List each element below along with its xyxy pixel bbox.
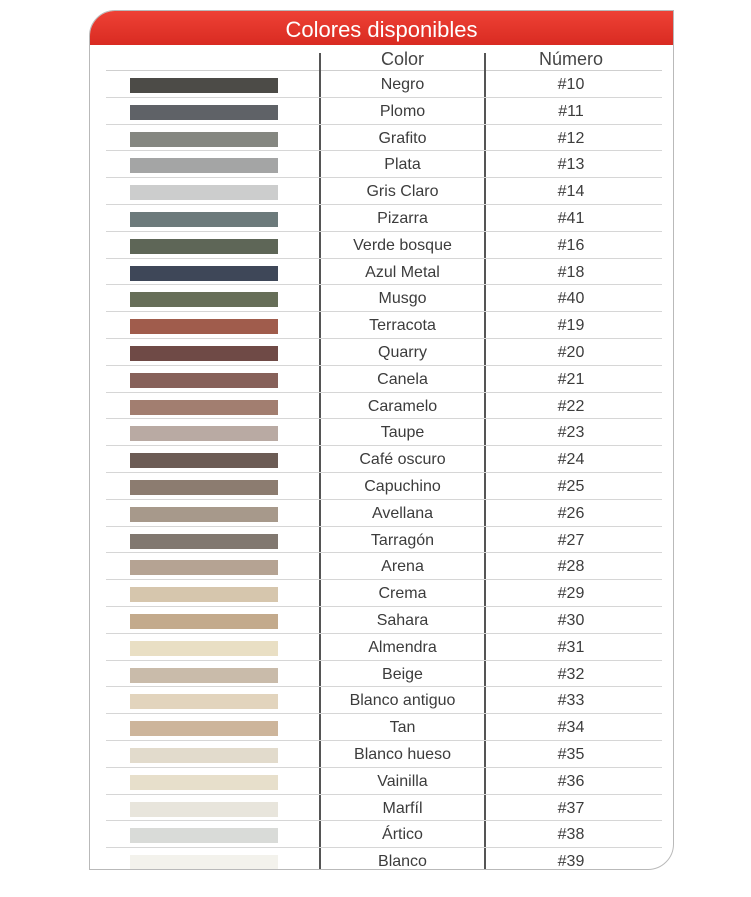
color-swatch xyxy=(130,78,278,93)
table-row xyxy=(106,393,662,420)
color-swatch xyxy=(130,721,278,736)
color-swatch xyxy=(130,158,278,173)
color-number: #14 xyxy=(557,183,585,201)
table-row xyxy=(106,285,662,312)
color-name: Caramelo xyxy=(367,397,438,415)
color-number: #38 xyxy=(557,826,585,844)
color-number: #21 xyxy=(557,370,585,388)
color-number: #18 xyxy=(557,263,585,281)
color-number: #31 xyxy=(557,638,585,656)
color-name: Plata xyxy=(384,156,421,174)
table-row xyxy=(106,580,662,607)
color-number: #36 xyxy=(557,772,585,790)
color-name: Taupe xyxy=(380,424,425,442)
color-number: #35 xyxy=(557,746,585,763)
color-name: Capuchino xyxy=(364,478,441,495)
color-number: #40 xyxy=(557,290,585,308)
color-number: #33 xyxy=(557,692,585,710)
color-name: Plomo xyxy=(379,102,426,120)
color-number: #10 xyxy=(557,76,585,93)
table-row xyxy=(106,500,662,527)
color-swatch xyxy=(130,212,278,227)
color-swatch xyxy=(130,855,278,870)
color-number: #39 xyxy=(557,853,585,870)
table-row xyxy=(106,71,662,98)
color-name: Tan xyxy=(389,719,416,737)
color-chart-card xyxy=(89,10,674,870)
table-row xyxy=(106,473,662,500)
table-row xyxy=(106,178,662,205)
color-swatch xyxy=(130,641,278,656)
color-swatch xyxy=(130,534,278,549)
color-number: #28 xyxy=(557,558,585,576)
color-swatch xyxy=(130,266,278,281)
color-name: Crema xyxy=(378,585,427,603)
color-name: Negro xyxy=(380,76,425,93)
header-color: Color xyxy=(380,49,424,69)
table-row xyxy=(106,419,662,446)
color-name: Blanco hueso xyxy=(354,746,451,763)
table-row xyxy=(106,259,662,286)
color-swatch xyxy=(130,453,278,468)
table-row xyxy=(106,232,662,259)
table-row xyxy=(106,768,662,795)
color-name: Sahara xyxy=(376,612,429,629)
table-row xyxy=(106,848,662,870)
color-swatch xyxy=(130,346,278,361)
color-name: Azul Metal xyxy=(365,263,440,281)
color-swatch xyxy=(130,185,278,200)
color-name: Avellana xyxy=(371,504,434,522)
color-swatch xyxy=(130,560,278,575)
table-row xyxy=(106,366,662,393)
table-row xyxy=(106,661,662,688)
color-name: Beige xyxy=(382,665,423,683)
color-swatch xyxy=(130,426,278,441)
color-name: Tarragón xyxy=(370,531,435,549)
color-number: #27 xyxy=(557,531,585,549)
table-row xyxy=(106,527,662,554)
color-swatch xyxy=(130,775,278,790)
color-swatch xyxy=(130,480,278,495)
color-name: Pizarra xyxy=(377,210,428,227)
color-swatch xyxy=(130,239,278,254)
color-number: #32 xyxy=(557,665,585,683)
color-number: #25 xyxy=(557,478,585,495)
table-row xyxy=(106,446,662,473)
color-swatch xyxy=(130,507,278,522)
table-row xyxy=(106,607,662,634)
color-swatch xyxy=(130,614,278,629)
color-swatch xyxy=(130,802,278,817)
color-swatch xyxy=(130,748,278,763)
color-swatch xyxy=(130,694,278,709)
table-row xyxy=(106,553,662,580)
color-number: #26 xyxy=(557,504,585,522)
color-swatch xyxy=(130,292,278,307)
color-swatch xyxy=(130,668,278,683)
color-swatch xyxy=(130,828,278,843)
color-name: Grafito xyxy=(378,129,427,147)
color-number: #29 xyxy=(557,585,585,603)
color-number: #24 xyxy=(557,451,585,469)
table-row xyxy=(106,634,662,661)
table-row xyxy=(106,741,662,768)
color-number: #11 xyxy=(558,102,584,120)
table-row xyxy=(106,312,662,339)
color-number: #23 xyxy=(557,424,585,442)
color-number: #16 xyxy=(557,236,585,254)
table-row xyxy=(106,205,662,232)
color-number: #34 xyxy=(557,719,585,737)
table-row xyxy=(106,125,662,152)
color-swatch xyxy=(130,373,278,388)
color-name: Canela xyxy=(377,370,428,388)
color-number: #13 xyxy=(557,156,585,174)
color-number: #22 xyxy=(557,397,585,415)
color-name: Almendra xyxy=(368,638,437,656)
color-swatch xyxy=(130,105,278,120)
color-name: Verde bosque xyxy=(353,236,452,254)
color-name: Gris Claro xyxy=(366,183,439,201)
table-row xyxy=(106,151,662,178)
header-numero: Número xyxy=(538,49,604,69)
table-row xyxy=(106,821,662,848)
table-row xyxy=(106,98,662,125)
color-name: Ártico xyxy=(382,826,423,844)
color-name: Terracota xyxy=(369,317,436,335)
color-swatch xyxy=(130,400,278,415)
color-number: #30 xyxy=(557,612,585,629)
table-row xyxy=(106,795,662,822)
color-number: #20 xyxy=(557,344,585,361)
color-name: Quarry xyxy=(378,344,427,361)
color-swatch xyxy=(130,319,278,334)
color-number: #12 xyxy=(557,129,585,147)
table-row xyxy=(106,339,662,366)
color-name: Musgo xyxy=(378,290,427,308)
color-name: Café oscuro xyxy=(359,451,446,469)
table-row xyxy=(106,714,662,741)
color-name: Arena xyxy=(381,558,424,576)
chart-title: Colores disponibles xyxy=(90,11,673,45)
color-name: Marfíl xyxy=(382,799,423,817)
table-row xyxy=(106,687,662,714)
color-name: Blanco xyxy=(378,853,427,870)
color-number: #19 xyxy=(557,317,585,335)
color-number: #37 xyxy=(557,799,585,817)
color-name: Vainilla xyxy=(377,772,428,790)
color-number: #41 xyxy=(557,210,585,227)
color-name: Blanco antiguo xyxy=(349,692,456,710)
color-swatch xyxy=(130,132,278,147)
color-swatch xyxy=(130,587,278,602)
